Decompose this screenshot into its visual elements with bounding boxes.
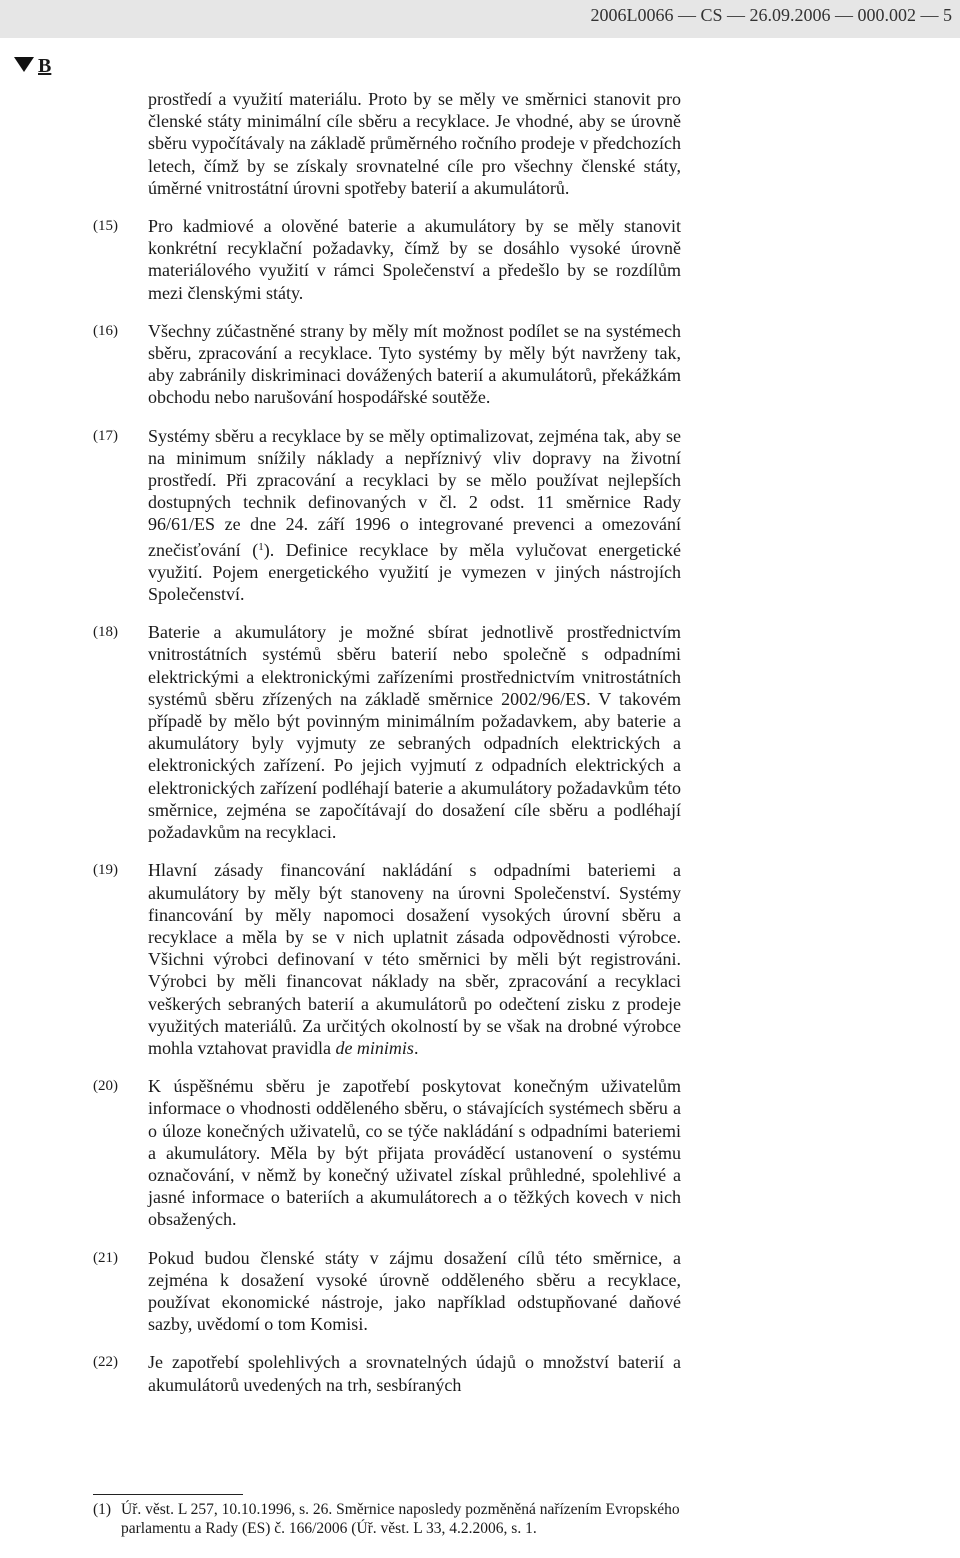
- recital-number: (21): [93, 1249, 118, 1266]
- footnote: [93, 1500, 681, 1538]
- recital-text: prostředí a využití materiálu. Proto by se měly ve směrnici stanovit pro členské státy minimální cíle sběru a recyklace. Je vhodné, aby se úrovně sběru vypočítávaly na základě průměrného ročního prodeje v předchozích letech, čímž by se získaly srovnatelné cíle pro všechny členské státy, úměrné vnitrostátní úrovni spotřeby baterií a akumulátorů.: [148, 89, 681, 198]
- recital-22: [93, 1351, 681, 1395]
- recital-number: (17): [93, 427, 118, 444]
- footnote-reference[interactable]: 1: [258, 540, 264, 553]
- marker-letter: B: [38, 55, 52, 77]
- recital-text: [148, 859, 681, 1059]
- recital-15: [93, 215, 681, 304]
- recital-number: (22): [93, 1354, 118, 1371]
- recital-17: [93, 425, 681, 606]
- triangle-down-icon: [14, 57, 34, 72]
- footnote-text: Úř. věst. L 257, 10.10.1996, s. 26. Směrnice naposledy pozměněná nařízením Evropského parlamentu a Rady (ES) č. 166/2006 (Úř. věst. L 33, 4.2.2006, s. 1.: [121, 1501, 680, 1537]
- recital-text: Je zapotřebí spolehlivých a srovnatelných údajů o množství baterií a akumulátorů uvedených na trh, sesbíraných: [148, 1352, 681, 1395]
- footnote-divider: [93, 1494, 243, 1495]
- recital-text-part: Systémy sběru a recyklace by se měly optimalizovat, zejména tak, aby se na minimum snížily náklady a nepříznivý vliv dopravy na životní prostředí. Při zpracování a recyklaci by se mělo používat nejlepších dostupných technik definovaných v čl. 2 odst. 11 směrnice Rady 96/61/ES ze dne 24. září 1996 o integrované prevenci a omezování znečisťování (: [148, 425, 681, 560]
- recital-text: [148, 425, 681, 606]
- recital-number: (15): [93, 218, 118, 235]
- recital-text-part: ). Definice recyklace by měla vylučovat energetické využití. Pojem energetického využití je vymezen v jiných nástrojích Společenství.: [148, 539, 681, 605]
- recital-21: [93, 1247, 681, 1336]
- recital-text: Pro kadmiové a olověné baterie a akumulátory by se měly stanovit konkrétní recyklační požadavky, čímž by se dosáhlo vysoké úrovně materiálového využití v rámci Společenství a předešlo by se rozdílům mezi členskými státy.: [148, 216, 681, 303]
- recital-text: Všechny zúčastněné strany by měly mít možnost podílet se na systémech sběru, zpracování a recyklace. Tyto systémy by měly být navrženy tak, aby zabránily diskriminaci dovážených baterií a akumulátorů, překážkám obchodu nebo narušování hospodářské soutěže.: [148, 320, 681, 408]
- recital-text-part: Hlavní zásady financování nakládání s odpadními bateriemi a akumulátory by měly být stanoveny na úrovni Společenství. Systémy financování by měly napomoci dosažení vysokých úrovní sběru a recyklace a měla by se v nich uplatnit zásada odpovědnosti výrobce. Všichni výrobci definovaní v této směrnici by měli být registrováni. Výrobci by měli financovat náklady na sběr, zpracování a recyklaci veškerých sebraných baterií a akumulátorů po odečtení zisku z prodeje využitých materiálů. Za určitých okolností by se však na drobné výrobce mohla vztahovat pravidla: [148, 860, 681, 1058]
- recital-number: (16): [93, 322, 118, 339]
- recital-text: Baterie a akumulátory je možné sbírat jednotlivě prostřednictvím vnitrostátních systémů sběru baterií nebo společně s odpadními elektrickými a elektronickými zařízeními prostřednictvím vnitrostátních systémů sběru zřízených na základě směrnice 2002/96/ES. V takovém případě by mělo být povinným minimálním požadavkem, aby baterie a akumulátory byly vyjmuty ze sebraných odpadních elektrických a elektronických zařízení. Po jejich vyjmutí z odpadních elektrických a elektronických zařízení podléhají baterie a akumulátory požadavkům této směrnice, zejména se započítávají do dosažení cíle sběru a podléhají požadavkům na recyklaci.: [148, 622, 681, 843]
- recital-text-part: .: [413, 1037, 419, 1058]
- recital-number: (19): [93, 862, 118, 879]
- recital-19: [93, 859, 681, 1059]
- recital-number: (18): [93, 624, 118, 641]
- recital-14-continued: [93, 88, 681, 199]
- recital-text: Pokud budou členské státy v zájmu dosažení cílů této směrnice, a zejména k dosažení vysoké úrovně odděleného sběru a recyklace, používat ekonomické nástroje, jako například odstupňované daňové sazby, uvědomí o tom Komisi.: [148, 1247, 681, 1335]
- recitals-body: [93, 88, 681, 1412]
- amendment-marker: [14, 55, 51, 78]
- recital-text: K úspěšnému sběru je zapotřebí poskytovat konečným uživatelům informace o vhodnosti odděleného sběru, o stávajících systémech sběru a o úloze konečných uživatelů, co se týče nakládání s odpadními bateriemi a akumulátory. Měla by být přijata prováděcí ustanovení o systému označování, v němž by konečný uživatel získal průhledné, spolehlivé a jasné informace o bateriích a akumulátorech a o těžkých kovech v nich obsažených.: [148, 1076, 681, 1230]
- document-reference: 2006L0066 — CS — 26.09.2006 — 000.002 — 5: [590, 5, 952, 25]
- footnote-number: (1): [93, 1501, 112, 1518]
- recital-18: [93, 621, 681, 843]
- latin-term: de minimis: [335, 1037, 414, 1058]
- recital-number: (20): [93, 1078, 118, 1095]
- recital-20: [93, 1075, 681, 1230]
- recital-16: [93, 320, 681, 409]
- page-header: [0, 0, 960, 38]
